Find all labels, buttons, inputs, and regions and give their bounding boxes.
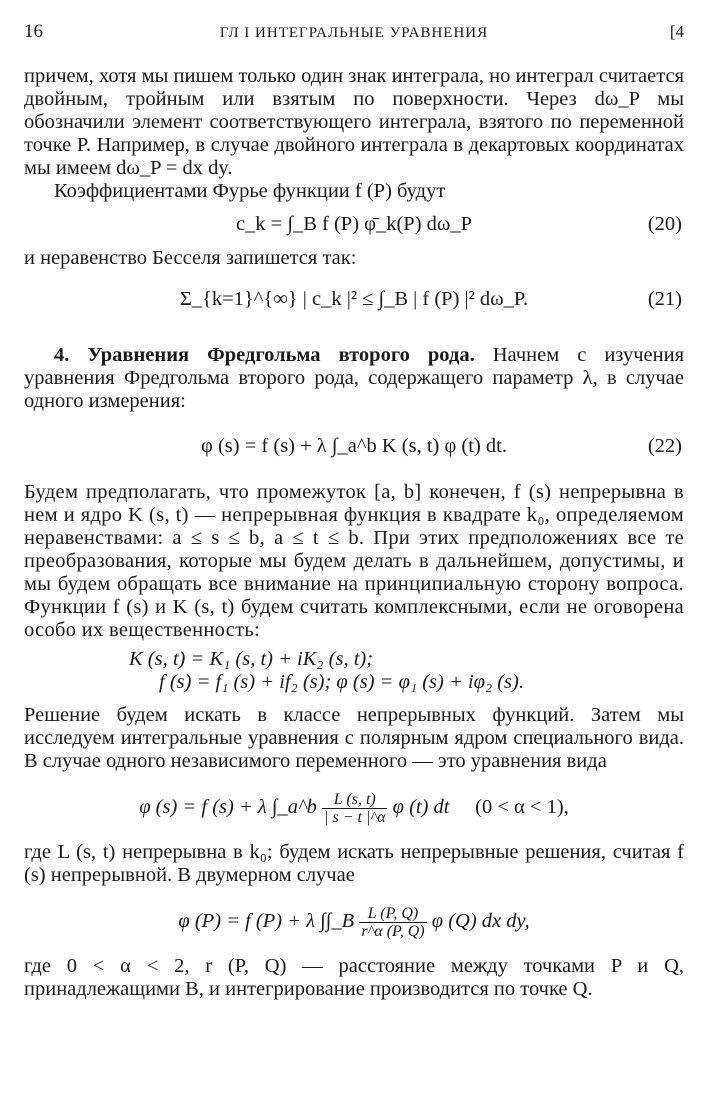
- equation-polar-2d: [24, 887, 684, 955]
- eq23-fraction: [322, 791, 387, 826]
- equation-21: [24, 270, 684, 332]
- eq23-condition: (0 < α < 1),: [475, 796, 569, 819]
- eq23-fraction-numerator: L (s, t): [322, 791, 387, 809]
- paragraph-6: Решение будем искать в классе непрерывных функций. Затем мы исследуем интегральные уравнения с полярным ядром специального вида. В случае одного независимого переменного — это уравнения вида: [24, 704, 684, 772]
- paragraph-5: Будем предполагать, что промежуток [a, b] конечен, f (s) непрерывна в нем и ядро K (s, t) — непрерывная функция в квадрате k₀, определяемом неравенствами: a ≤ s ≤ b, a ≤ t ≤ b. При этих предположениях все те преобразования, которые мы будем делать в дальнейшем, допустимы, и мы будем обращать все внимание на принципиальную сторону вопроса. Функции f (s) и K (s, t) будем считать комплексными, если не оговорена особо их вещественность:: [24, 481, 684, 641]
- running-title: ГЛ I ИНТЕГРАЛЬНЫЕ УРАВНЕНИЯ: [219, 25, 489, 41]
- complex-decomposition: [24, 648, 684, 694]
- equation-20: [24, 203, 684, 247]
- eq23-fraction-denominator: | s − t |^α: [324, 809, 386, 826]
- section-4-text: Начнем с изучения уравнения Фредгольма второго рода, содержащего параметр λ, в случае одного измерения:: [24, 344, 685, 412]
- section-4-paragraph: [24, 344, 684, 413]
- eq24-lhs: φ (P) = f (P) + λ ∫∫_B: [178, 910, 355, 933]
- eq23-lhs: φ (s) = f (s) + λ ∫_a^b: [139, 796, 317, 819]
- eq23-rhs: φ (t) dt: [392, 796, 450, 819]
- eq24-rhs: φ (Q) dx dy,: [431, 910, 530, 933]
- section-mark: [4: [669, 22, 684, 41]
- paragraph-1: причем, хотя мы пишем только один знак интеграла, но интеграл считается двойным, тройным или взятым по поверхности. Через dω_P мы обозначили элемент соответствующего интеграла, взятого по переменной точке P. Например, в случае двойного интеграла в декартовых координатах мы имеем dω_P = dx dy.: [24, 65, 684, 179]
- equation-20-expr: c_k = ∫_B f (P) φ̄_k(P) dω_P: [235, 213, 473, 235]
- section-4-heading: 4. Уравнения Фредгольма второго рода.: [54, 344, 475, 366]
- paragraph-3: и неравенство Бесселя запишется так:: [24, 247, 357, 269]
- equation-polar-1d-expr: [24, 791, 684, 826]
- eq24-fraction: [359, 905, 426, 940]
- paragraph-7: где L (s, t) непрерывна в k₀; будем искать непрерывные решения, считая f (s) непрерывной. В двумерном случае: [24, 841, 684, 886]
- eq24-fraction-denominator: r^α (P, Q): [361, 923, 425, 940]
- system-line-1: K (s, t) = K₁ (s, t) + iK₂ (s, t);: [129, 648, 374, 670]
- equation-21-number: (21): [647, 288, 682, 310]
- page-number: 16: [24, 21, 43, 42]
- equation-polar-1d: [24, 773, 684, 841]
- equation-21-expr: Σ_{k=1}^{∞} | c_k |² ≤ ∫_B | f (P) |² dω_P.: [179, 288, 529, 310]
- equation-22-expr: φ (s) = f (s) + λ ∫_a^b K (s, t) φ (t) dt.: [201, 435, 507, 457]
- page-header: [24, 20, 684, 44]
- equation-22: [24, 413, 684, 481]
- paragraph-8: где 0 < α < 2, r (P, Q) — расстояние между точками P и Q, принадлежащими B, и интегрирование производится по точке Q.: [24, 955, 684, 1000]
- equation-20-number: (20): [647, 213, 682, 235]
- paragraph-2: Коэффициентами Фурье функции f (P) будут: [54, 180, 446, 202]
- page-body: [24, 65, 684, 1001]
- equation-22-number: (22): [647, 435, 682, 457]
- eq24-fraction-numerator: L (P, Q): [359, 905, 426, 923]
- system-line-2: f (s) = f₁ (s) + if₂ (s); φ (s) = φ₁ (s) + iφ₂ (s).: [159, 671, 524, 693]
- equation-polar-2d-expr: [24, 905, 684, 940]
